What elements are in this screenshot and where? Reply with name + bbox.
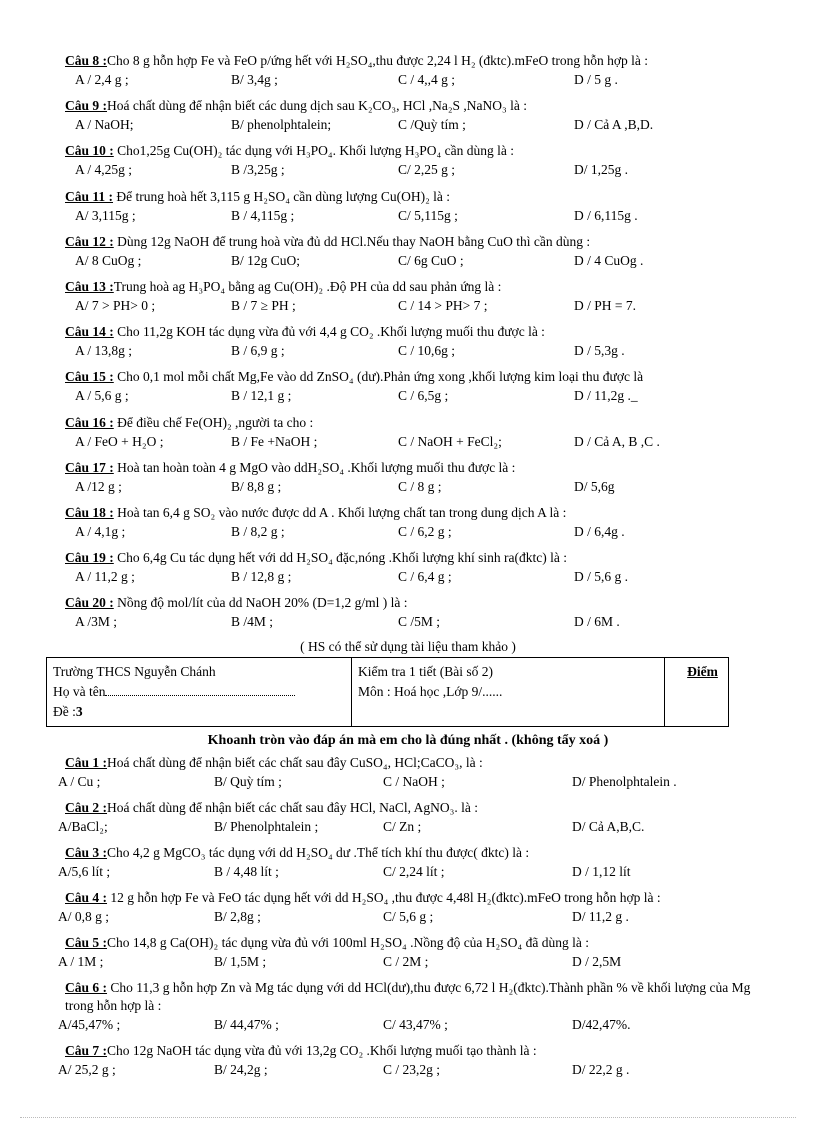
answer-option[interactable]: B / 12,8 g ; bbox=[231, 569, 292, 585]
exam-version-row bbox=[53, 702, 345, 722]
question-text: Cho 11,3 g hỗn hợp Zn và Mg tác dụng với dd HCl(dư),thu được 6,72 l H₂(đktc).Thành phần % về khối lượng của Mg trong hỗn hợp là : bbox=[65, 980, 751, 1013]
answer-option[interactable]: C/ 5,6 g ; bbox=[383, 909, 434, 924]
answer-option[interactable]: D/42,47%. bbox=[572, 1017, 631, 1032]
answer-option[interactable]: B /3,25g ; bbox=[231, 162, 285, 178]
answer-option[interactable]: D/ 5,6g bbox=[574, 478, 615, 494]
answer-option[interactable]: D / PH = 7. bbox=[574, 298, 636, 313]
answer-option[interactable]: B/ 1,5M ; bbox=[214, 954, 267, 969]
answer-option[interactable]: A/BaCl₂; bbox=[58, 819, 108, 834]
answer-option[interactable]: A / 4,1g ; bbox=[75, 524, 126, 539]
name-label: Họ và tên bbox=[53, 684, 106, 699]
question-label: Câu 11 : bbox=[65, 188, 114, 204]
question-text: Nồng độ mol/lít của dd NaOH 20% (D=1,2 g/ml ) là : bbox=[113, 595, 408, 611]
reference-note: ( HS có thể sử dụng tài liệu tham khảo ) bbox=[300, 639, 516, 654]
answer-option[interactable]: C / 6,4 g ; bbox=[398, 569, 452, 585]
answer-option[interactable]: B /4M ; bbox=[231, 614, 274, 630]
answer-option[interactable]: A /12 g ; bbox=[75, 478, 122, 494]
question-top-10 bbox=[65, 459, 765, 477]
question-label: Câu 20 : bbox=[65, 595, 114, 611]
question-label: Câu 15 : bbox=[65, 369, 114, 385]
question-top-8 bbox=[65, 368, 765, 386]
question-top-12 bbox=[65, 549, 765, 567]
answer-option[interactable]: A / 5,6 g ; bbox=[75, 388, 129, 404]
answer-option[interactable]: D / Cả A, B ,C . bbox=[574, 433, 660, 449]
question-bottom-4 bbox=[65, 889, 765, 907]
question-text: Để trung hoà hết 3,115 g H₂SO₄ cần dùng lượng Cu(OH)₂ là : bbox=[113, 188, 451, 204]
question-top-13 bbox=[65, 594, 765, 612]
answer-option[interactable]: D / 5,6 g . bbox=[574, 569, 628, 585]
question-label: Câu 3 : bbox=[65, 845, 108, 860]
answer-option[interactable]: D / Cả A ,B,D. bbox=[574, 117, 654, 133]
answer-option[interactable]: B/ Phenolphtalein ; bbox=[214, 819, 319, 834]
answer-option[interactable]: B/ 8,8 g ; bbox=[231, 478, 282, 494]
answer-option[interactable]: B/ 24,2g ; bbox=[214, 1062, 268, 1077]
question-text: Cho1,25g Cu(OH)₂ tác dụng với H₃PO₄. Khối lượng H₃PO₄ cần dùng là : bbox=[113, 143, 514, 159]
question-label: Câu 10 : bbox=[65, 143, 114, 159]
question-bottom-5 bbox=[65, 934, 765, 952]
answer-option[interactable]: D / 1,12 lít bbox=[572, 864, 631, 879]
answer-option[interactable]: C / 6,5g ; bbox=[398, 388, 449, 404]
question-bottom-3 bbox=[65, 844, 765, 862]
answer-option[interactable]: A/ 7 > PH> 0 ; bbox=[75, 298, 156, 313]
instruction-heading: Khoanh tròn vào đáp án mà em cho là đúng nhất . (không tẩy xoá ) bbox=[207, 733, 609, 748]
question-text: Hoà tan hoàn toàn 4 g MgO vào ddH₂SO₄ .Khối lượng muối thu được là : bbox=[113, 459, 516, 475]
question-text: Cho 14,8 g Ca(OH)₂ tác dụng vừa đủ với 100ml H₂SO₄ .Nồng độ của H₂SO₄ đã dùng là : bbox=[107, 935, 589, 950]
question-label: Câu 17 : bbox=[65, 459, 114, 475]
answer-option[interactable]: A / 13,8g ; bbox=[75, 343, 133, 359]
answer-option[interactable]: C/ 2,24 lít ; bbox=[383, 864, 445, 879]
answer-option[interactable]: D / 5 g . bbox=[574, 72, 618, 87]
answer-option[interactable]: A/ 25,2 g ; bbox=[58, 1062, 116, 1077]
question-text: Cho 4,2 g MgCO₃ tác dụng với dd H₂SO₄ dư .Thể tích khí thu được( đktc) là : bbox=[107, 845, 530, 860]
school-name: Trường THCS Nguyễn Chánh bbox=[53, 664, 216, 679]
answer-option[interactable]: C / NaOH ; bbox=[383, 774, 445, 789]
question-label: Câu 14 : bbox=[65, 324, 114, 340]
answer-option[interactable]: B/ 44,47% ; bbox=[214, 1017, 279, 1032]
answer-option[interactable]: C/ 6g CuO ; bbox=[398, 252, 464, 268]
answer-option[interactable]: D / 11,2g ._ bbox=[574, 388, 638, 404]
question-top-11 bbox=[65, 504, 765, 522]
question-text: Cho 0,1 mol mỗi chất Mg,Fe vào dd ZnSO₄ (dư).Phản ứng xong ,khối lượng kim loại thu được là bbox=[113, 369, 644, 385]
answer-option[interactable]: C / 14 > PH> 7 ; bbox=[398, 298, 488, 313]
de-label: Đề : bbox=[53, 704, 76, 719]
answer-option[interactable]: B / 8,2 g ; bbox=[231, 524, 285, 539]
question-bottom-6 bbox=[65, 979, 755, 1015]
question-text: Để điều chế Fe(OH)₂ ,người ta cho : bbox=[113, 414, 314, 430]
answer-option[interactable]: A/ 3,115g ; bbox=[75, 207, 136, 223]
answer-option[interactable]: A /3M ; bbox=[75, 614, 118, 630]
question-label: Câu 7 : bbox=[65, 1043, 108, 1058]
answer-option[interactable]: C/ 2,25 g ; bbox=[398, 162, 456, 178]
answer-option[interactable]: C/ Zn ; bbox=[383, 819, 422, 834]
answer-option[interactable]: C /5M ; bbox=[398, 614, 441, 630]
answer-option[interactable]: C / 8 g ; bbox=[398, 478, 442, 494]
answer-option[interactable]: B / 6,9 g ; bbox=[231, 343, 285, 359]
answer-option[interactable]: A / 2,4 g ; bbox=[75, 72, 129, 87]
answer-option[interactable]: A/ 0,8 g ; bbox=[58, 909, 110, 924]
question-text: Hoà tan 6,4 g SO₂ vào nước được dd A . Khối lượng chất tan trong dung dịch A là : bbox=[113, 505, 567, 520]
answer-option[interactable]: B / 4,48 lít ; bbox=[214, 864, 279, 879]
answer-option[interactable]: D / 4 CuOg . bbox=[574, 252, 644, 268]
answer-option[interactable]: A / FeO + H₂O ; bbox=[75, 433, 164, 449]
question-label: Câu 16 : bbox=[65, 414, 114, 430]
answer-option[interactable]: D/ Phenolphtalein . bbox=[572, 774, 677, 789]
answer-option[interactable]: B/ 3,4g ; bbox=[231, 72, 278, 87]
answer-option[interactable]: A / 11,2 g ; bbox=[75, 569, 135, 585]
question-label: Câu 1 : bbox=[65, 755, 108, 770]
question-label: Câu 5 : bbox=[65, 935, 108, 950]
question-top-7 bbox=[65, 323, 765, 341]
answer-option[interactable]: C / 2M ; bbox=[383, 954, 429, 969]
question-text: Cho 8 g hỗn hợp Fe và FeO p/ứng hết với H₂SO₄,thu được 2,24 l H₂ (đktc).mFeO trong hỗn hợp là : bbox=[107, 53, 649, 68]
answer-option[interactable]: C/ 43,47% ; bbox=[383, 1017, 448, 1032]
answer-option[interactable]: A/5,6 lít ; bbox=[58, 864, 111, 879]
answer-option[interactable]: B / 4,115g ; bbox=[231, 207, 295, 223]
question-label: Câu 9 : bbox=[65, 98, 108, 114]
question-label: Câu 2 : bbox=[65, 800, 108, 815]
question-text: Dùng 12g NaOH để trung hoà vừa đủ dd HCl.Nếu thay NaOH bằng CuO thì cần dùng : bbox=[113, 233, 591, 249]
answer-option[interactable]: D / 6,115g . bbox=[574, 207, 638, 223]
de-value: 3 bbox=[75, 704, 83, 719]
question-label: Câu 13 : bbox=[65, 279, 114, 294]
answer-option[interactable]: C /Quỳ tím ; bbox=[398, 117, 466, 133]
answer-option[interactable]: B/ 12g CuO; bbox=[231, 252, 301, 268]
answer-option[interactable]: B/ 2,8g ; bbox=[214, 909, 261, 924]
answer-option[interactable]: D / 2,5M bbox=[572, 954, 622, 969]
question-label: Câu 12 : bbox=[65, 233, 114, 249]
answer-option[interactable]: D/ Cả A,B,C. bbox=[572, 819, 645, 834]
question-text: Hoá chất dùng để nhận biết các dung dịch sau K₂CO₃, HCl ,Na₂S ,NaNO₃ là : bbox=[107, 98, 527, 114]
subject-line: Môn : Hoá học ,Lớp 9/...... bbox=[358, 684, 503, 699]
answer-option[interactable]: C / 23,2g ; bbox=[383, 1062, 441, 1077]
answer-option[interactable]: D/ 1,25g . bbox=[574, 162, 628, 178]
student-info-cell bbox=[47, 658, 352, 726]
question-top-4 bbox=[65, 188, 765, 206]
question-text: Hoá chất dùng để nhận biết các chất sau đây HCl, NaCl, AgNO₃. là : bbox=[107, 800, 478, 815]
question-top-3 bbox=[65, 142, 765, 160]
test-title: Kiểm tra 1 tiết (Bài số 2) bbox=[358, 664, 493, 679]
question-bottom-1 bbox=[65, 754, 765, 772]
answer-option[interactable]: A / 4,25g ; bbox=[75, 162, 133, 178]
question-bottom-7 bbox=[65, 1042, 765, 1060]
page-bottom-divider bbox=[20, 1117, 796, 1118]
answer-option[interactable]: D / 5,3g . bbox=[574, 343, 625, 359]
answer-option[interactable]: C / 6,2 g ; bbox=[398, 524, 452, 539]
score-cell bbox=[665, 658, 740, 734]
question-text: Cho 11,2g KOH tác dụng vừa đủ với 4,4 g CO₂ .Khối lượng muối thu được là : bbox=[113, 324, 545, 340]
question-label: Câu 8 : bbox=[65, 53, 108, 68]
answer-option[interactable]: A / NaOH; bbox=[75, 117, 134, 133]
question-label: Câu 19 : bbox=[65, 550, 114, 566]
answer-option[interactable]: D/ 11,2 g . bbox=[572, 909, 629, 924]
question-label: Câu 4 : bbox=[65, 890, 108, 905]
answer-option[interactable]: C / 10,6g ; bbox=[398, 343, 456, 359]
question-text: 12 g hỗn hợp Fe và FeO tác dụng hết với dd H₂SO₄ ,thu được 4,48l H₂(đktc).mFeO trong hỗn hợp là : bbox=[107, 890, 661, 905]
answer-option[interactable]: D / 6M . bbox=[574, 614, 620, 630]
question-label: Câu 18 : bbox=[65, 505, 114, 520]
answer-option[interactable]: A / 1M ; bbox=[58, 954, 104, 969]
question-text: Hoá chất dùng để nhận biết các chất sau đây CuSO₄, HCl;CaCO₃, là : bbox=[107, 755, 483, 770]
question-top-2 bbox=[65, 97, 765, 115]
answer-option[interactable]: C / 4,,4 g ; bbox=[398, 72, 456, 87]
name-blank bbox=[105, 683, 295, 696]
answer-option[interactable]: D / 6,4g . bbox=[574, 524, 625, 539]
score-label: Điểm bbox=[687, 664, 718, 679]
answer-option[interactable]: B / 7 ≥ PH ; bbox=[231, 298, 296, 313]
answer-option[interactable]: A/ 8 CuOg ; bbox=[75, 252, 142, 268]
answer-option[interactable]: B/ phenolphtalein; bbox=[231, 117, 332, 133]
answer-option[interactable]: C/ 5,115g ; bbox=[398, 207, 458, 223]
answer-option[interactable]: A/45,47% ; bbox=[58, 1017, 121, 1032]
question-top-5 bbox=[65, 233, 765, 251]
answer-option[interactable]: B / Fe +NaOH ; bbox=[231, 433, 318, 449]
question-top-9 bbox=[65, 414, 765, 432]
question-text: Trung hoà ag H₃PO₄ bằng ag Cu(OH)₂ .Độ PH của dd sau phản ứng là : bbox=[113, 279, 502, 294]
question-top-6 bbox=[65, 278, 765, 296]
question-label: Câu 6 : bbox=[65, 980, 108, 995]
question-top-1 bbox=[65, 52, 765, 70]
test-info-cell bbox=[352, 658, 665, 726]
answer-option[interactable]: D/ 22,2 g . bbox=[572, 1062, 630, 1077]
answer-option[interactable]: C / NaOH + FeCl₂; bbox=[398, 433, 502, 449]
exam-header-table bbox=[46, 657, 729, 727]
question-bottom-2 bbox=[65, 799, 765, 817]
answer-option[interactable]: B / 12,1 g ; bbox=[231, 388, 292, 404]
answer-option[interactable]: A / Cu ; bbox=[58, 774, 101, 789]
question-text: Cho 12g NaOH tác dụng vừa đủ với 13,2g CO₂ .Khối lượng muối tạo thành là : bbox=[107, 1043, 537, 1058]
student-name-row bbox=[53, 682, 345, 702]
question-text: Cho 6,4g Cu tác dụng hết với dd H₂SO₄ đặc,nóng .Khối lượng khí sinh ra(đktc) là : bbox=[113, 550, 567, 566]
answer-option[interactable]: B/ Quỳ tím ; bbox=[214, 774, 282, 789]
